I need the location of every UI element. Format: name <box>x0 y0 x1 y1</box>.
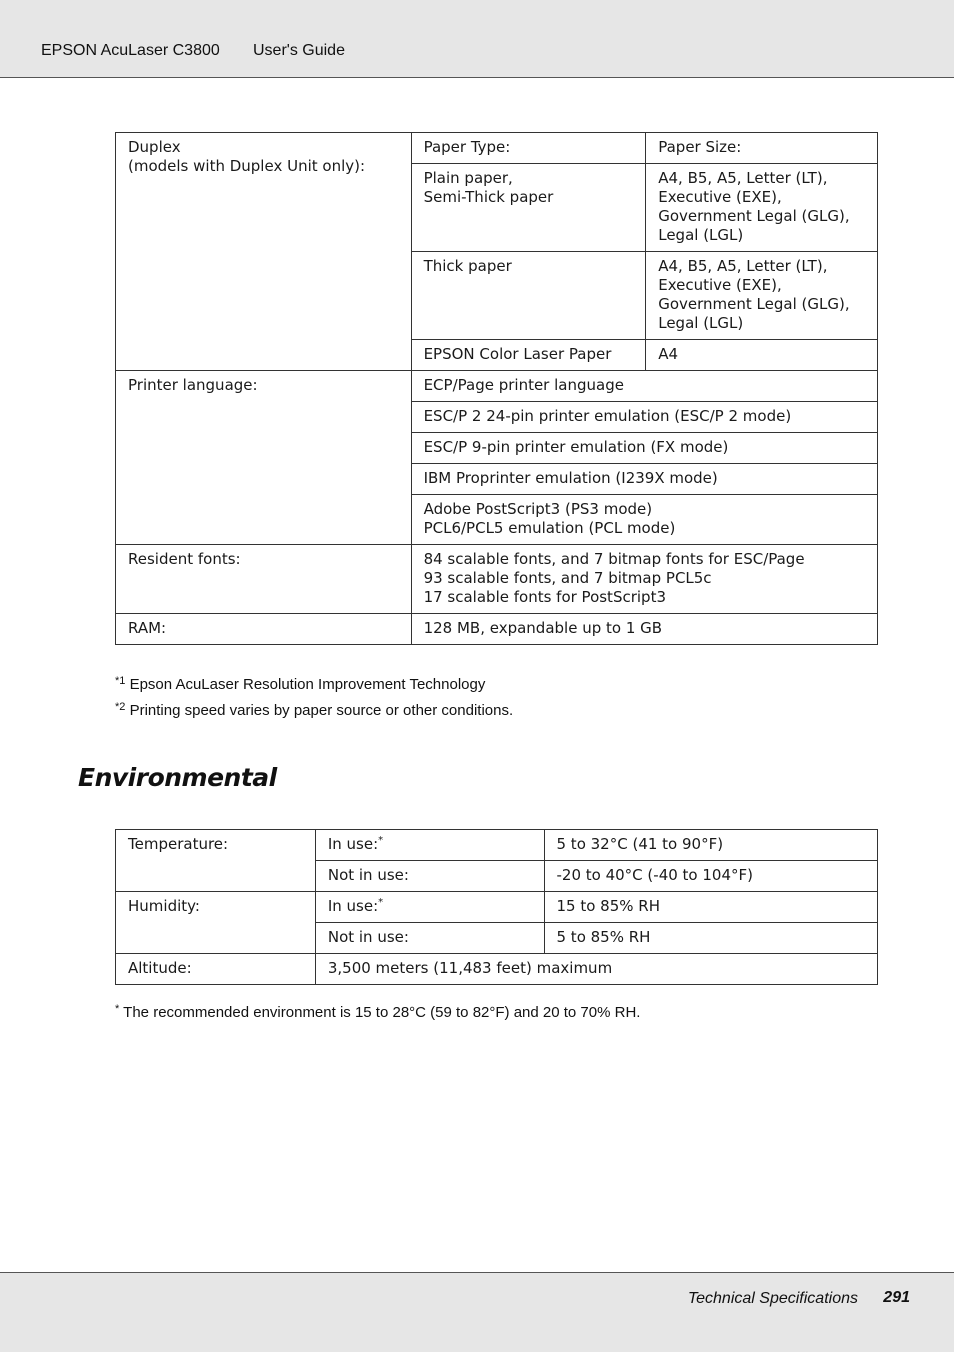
paper-size-header: Paper Size: <box>646 133 878 164</box>
printer-language-cell: ESC/P 2 24-pin printer emulation (ESC/P 2 mode) <box>411 402 877 433</box>
footer-section-title: Technical Specifications <box>687 1290 858 1307</box>
footnote-mark: *1 <box>115 675 126 687</box>
not-in-use-label: Not in use: <box>315 861 544 892</box>
temperature-label: Temperature: <box>116 830 316 892</box>
page-footer <box>0 1272 954 1352</box>
altitude-label: Altitude: <box>116 954 316 985</box>
paper-size-cell: A4, B5, A5, Letter (LT), Executive (EXE), Government Legal (GLG), Legal (LGL) <box>646 252 878 340</box>
footnote-mark: *2 <box>115 701 126 713</box>
footnote-1 <box>115 676 485 693</box>
printer-language-label: Printer language: <box>116 371 412 545</box>
footnote-mark: * <box>115 1003 120 1015</box>
altitude-value: 3,500 meters (11,483 feet) maximum <box>315 954 877 985</box>
paper-type-cell: Thick paper <box>411 252 646 340</box>
footnote-2 <box>115 702 513 719</box>
paper-size-cell: A4, B5, A5, Letter (LT), Executive (EXE), Government Legal (GLG), Legal (LGL) <box>646 164 878 252</box>
temperature-not-in-use-value: -20 to 40°C (-40 to 104°F) <box>544 861 878 892</box>
paper-size-cell: A4 <box>646 340 878 371</box>
ram-value: 128 MB, expandable up to 1 GB <box>411 614 877 645</box>
table-row <box>116 892 878 923</box>
paper-type-cell: EPSON Color Laser Paper <box>411 340 646 371</box>
humidity-in-use-value: 15 to 85% RH <box>544 892 878 923</box>
footnote-text: Printing speed varies by paper source or other conditions. <box>129 702 514 719</box>
section-heading: Environmental <box>78 763 277 792</box>
table-row <box>116 133 878 164</box>
product-name: EPSON AcuLaser C3800 <box>41 42 220 59</box>
ram-label: RAM: <box>116 614 412 645</box>
footnote-text: The recommended environment is 15 to 28°C (59 to 82°F) and 20 to 70% RH. <box>119 1004 641 1021</box>
not-in-use-label: Not in use: <box>315 923 544 954</box>
table-row <box>116 830 878 861</box>
duplex-label: Duplex (models with Duplex Unit only): <box>116 133 412 371</box>
page-header <box>0 0 954 78</box>
printer-language-cell: IBM Proprinter emulation (I239X mode) <box>411 464 877 495</box>
printer-language-cell: ECP/Page printer language <box>411 371 877 402</box>
humidity-label: Humidity: <box>116 892 316 954</box>
resident-fonts-value: 84 scalable fonts, and 7 bitmap fonts for ESC/Page 93 scalable fonts, and 7 bitmap PCL5c 17 scalable fonts for PostScript3 <box>411 545 877 614</box>
table-row <box>116 954 878 985</box>
environmental-table <box>115 829 878 985</box>
table-row <box>116 371 878 402</box>
humidity-not-in-use-value: 5 to 85% RH <box>544 923 878 954</box>
table-row <box>116 614 878 645</box>
in-use-text: In use: <box>327 897 379 915</box>
specifications-table <box>115 132 878 645</box>
footnote-text: Epson AcuLaser Resolution Improvement Technology <box>129 676 486 693</box>
printer-language-cell: Adobe PostScript3 (PS3 mode) PCL6/PCL5 emulation (PCL mode) <box>411 495 877 545</box>
guide-title: User's Guide <box>253 42 345 59</box>
printer-language-cell: ESC/P 9-pin printer emulation (FX mode) <box>411 433 877 464</box>
resident-fonts-label: Resident fonts: <box>116 545 412 614</box>
in-use-label <box>315 830 544 861</box>
in-use-label <box>315 892 544 923</box>
paper-type-header: Paper Type: <box>411 133 646 164</box>
in-use-text: In use: <box>327 835 379 853</box>
asterisk-mark: * <box>378 835 384 846</box>
temperature-in-use-value: 5 to 32°C (41 to 90°F) <box>544 830 878 861</box>
environment-note <box>115 1004 640 1021</box>
asterisk-mark: * <box>378 897 384 908</box>
page-number: 291 <box>883 1289 910 1306</box>
table-row <box>116 545 878 614</box>
paper-type-cell: Plain paper, Semi-Thick paper <box>411 164 646 252</box>
